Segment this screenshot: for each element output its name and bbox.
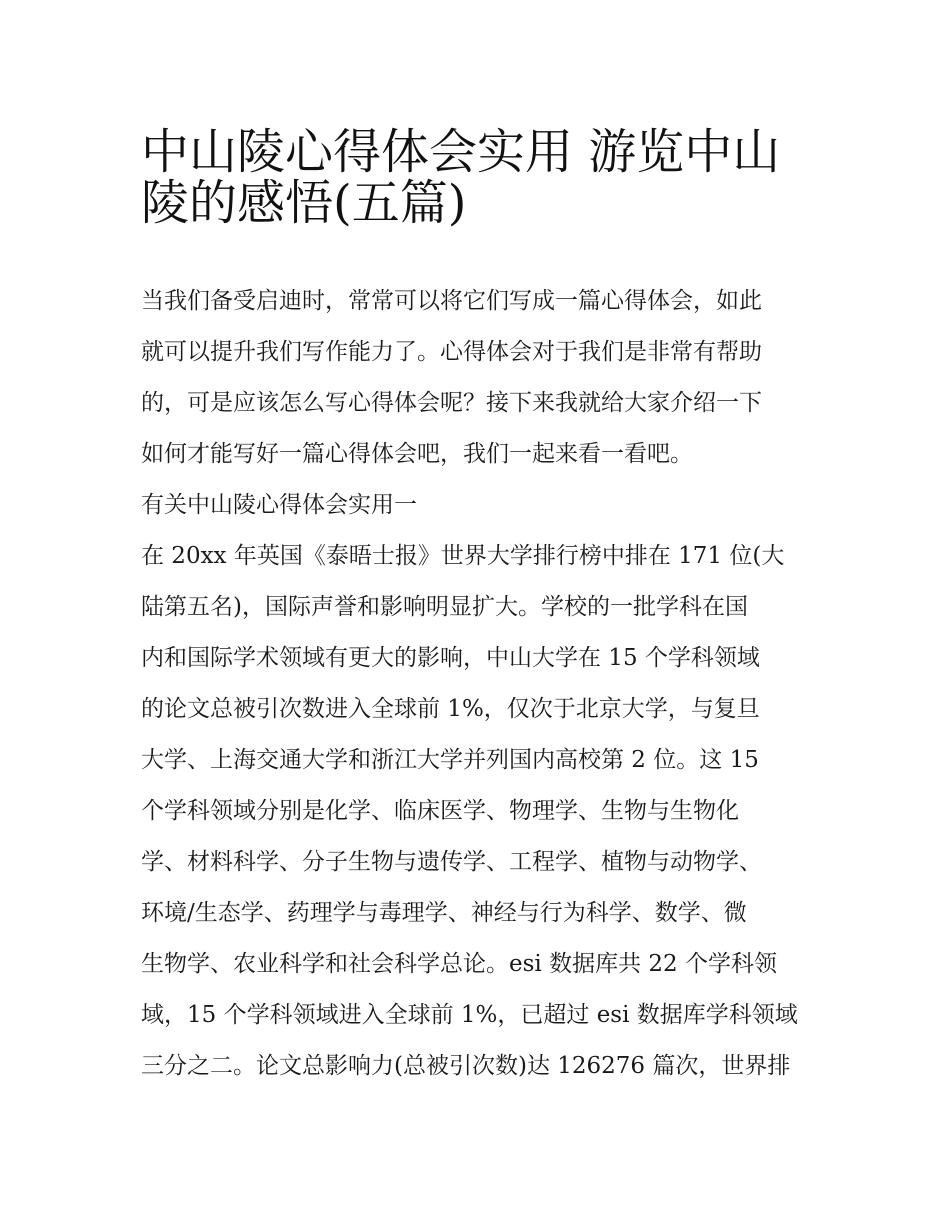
intro-line: 的，可是应该怎么写心得体会呢？接下来我就给大家介绍一下 [141,390,762,416]
intro-paragraph [141,276,831,480]
title-line: 陵的感悟(五篇) [141,175,467,231]
section-heading-text: 有关中山陵心得体会实用一 [141,492,417,518]
intro-line: 就可以提升我们写作能力了。心得体会对于我们是非常有帮助 [141,339,762,365]
section-heading [141,480,831,531]
body-line: 陆第五名)，国际声誉和影响明显扩大。学校的一批学科在国 [141,594,748,620]
body-line: 个学科领域分别是化学、临床医学、物理学、生物与生物化 [141,798,739,824]
document-title [141,116,831,231]
body-line: 在 20xx 年英国《泰晤士报》世界大学排行榜中排在 171 位(大 [141,543,785,569]
body-line: 学、材料科学、分子生物与遗传学、工程学、植物与动物学、 [141,849,762,875]
body-line: 内和国际学术领域有更大的影响，中山大学在 15 个学科领域 [141,645,760,671]
body-line: 大学、上海交通大学和浙江大学并列国内高校第 2 位。这 15 [141,747,759,773]
body-line: 生物学、农业科学和社会科学总论。esi 数据库共 22 个学科领 [141,951,777,977]
intro-line: 如何才能写好一篇心得体会吧，我们一起来看一看吧。 [141,441,693,467]
body-paragraph [141,531,831,1092]
body-line: 三分之二。论文总影响力(总被引次数)达 126276 篇次，世界排 [141,1053,791,1079]
body-line: 域，15 个学科领域进入全球前 1%，已超过 esi 数据库学科领域 [141,1002,798,1028]
body-line: 环境/生态学、药理学与毒理学、神经与行为科学、数学、微 [141,900,747,926]
intro-line: 当我们备受启迪时，常常可以将它们写成一篇心得体会，如此 [141,288,762,314]
body-line: 的论文总被引次数进入全球前 1%，仅次于北京大学，与复旦 [141,696,760,722]
title-line: 中山陵心得体会实用 游览中山 [141,124,781,180]
